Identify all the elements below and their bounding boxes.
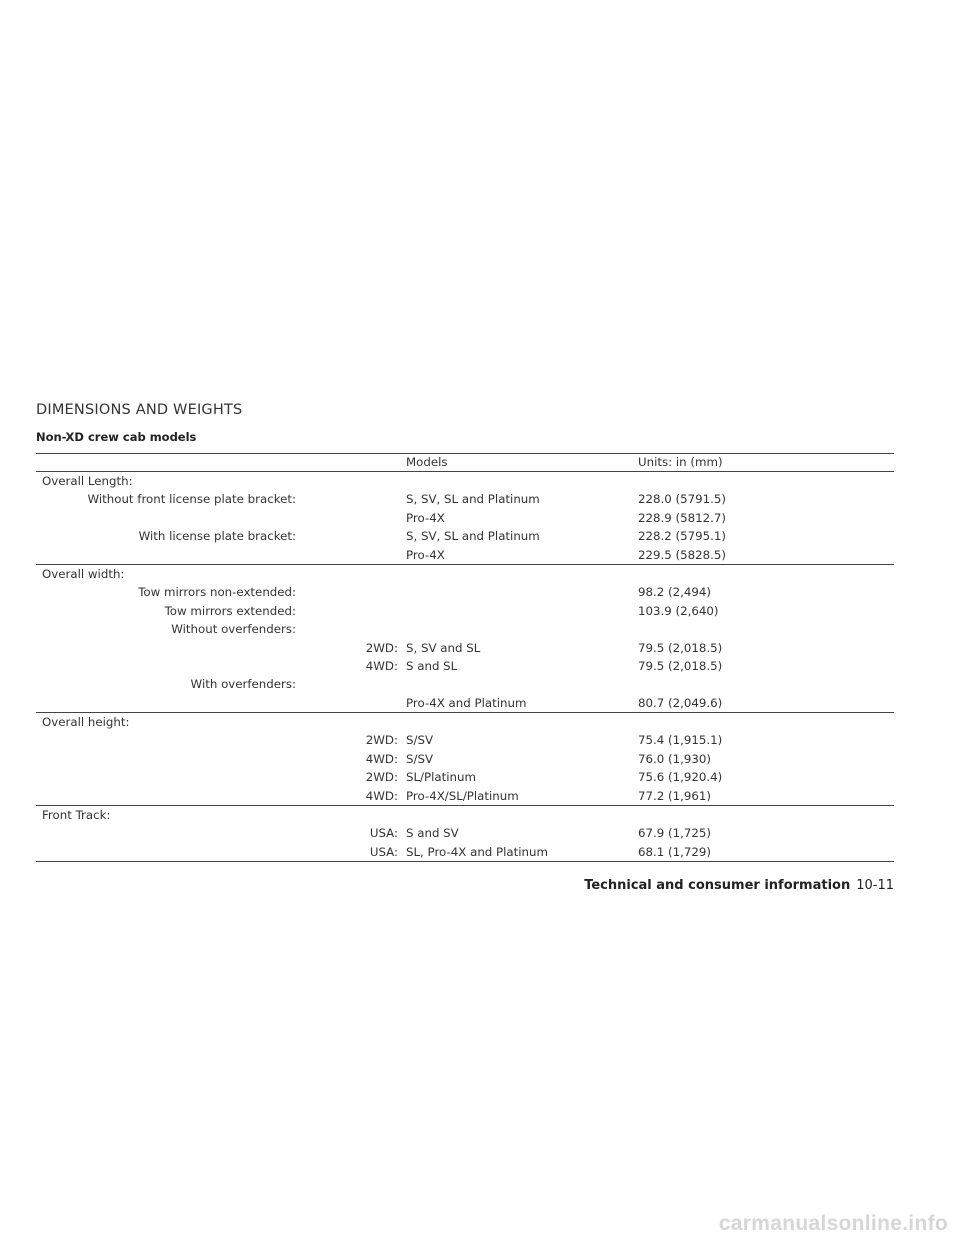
value-cell: 228.0 (5791.5) xyxy=(638,492,727,507)
table-row xyxy=(36,657,894,675)
section-title: DIMENSIONS AND WEIGHTS xyxy=(36,402,243,418)
models-column-header: Models xyxy=(406,455,448,469)
model-cell: Pro-4X xyxy=(406,547,445,562)
units-column-header: Units: in (mm) xyxy=(638,455,723,469)
value-cell: 77.2 (1,961) xyxy=(638,788,711,803)
table-row xyxy=(36,768,894,786)
drive-cell: USA: xyxy=(369,844,398,859)
model-cell: S and SL xyxy=(406,658,458,673)
front-track-heading-row xyxy=(36,805,894,824)
table-row xyxy=(36,750,894,768)
model-cell: S, SV and SL xyxy=(406,640,481,655)
table-row xyxy=(36,731,894,749)
page-number: 10-11 xyxy=(856,878,894,893)
dimensions-table xyxy=(36,453,894,862)
overall-length-label: Overall Length: xyxy=(42,474,133,488)
table-row xyxy=(36,620,894,638)
value-cell: 228.2 (5795.1) xyxy=(638,529,727,544)
tow-mirrors-non-extended-label: Tow mirrors non-extended: xyxy=(138,585,296,600)
table-row xyxy=(36,824,894,842)
drive-cell: 4WD: xyxy=(365,788,398,803)
table-row xyxy=(36,602,894,620)
model-cell: SL/Platinum xyxy=(406,770,477,785)
drive-cell: 2WD: xyxy=(365,640,398,655)
overall-height-label: Overall height: xyxy=(42,715,130,730)
table-row xyxy=(36,546,894,564)
front-track-label: Front Track: xyxy=(42,808,111,823)
value-cell: 229.5 (5828.5) xyxy=(638,547,727,562)
model-cell: S, SV, SL and Platinum xyxy=(406,529,540,544)
value-cell: 76.0 (1,930) xyxy=(638,751,711,766)
table-row xyxy=(36,509,894,527)
table-row xyxy=(36,694,894,712)
model-cell: S/SV xyxy=(406,751,434,766)
model-cell: SL, Pro-4X and Platinum xyxy=(406,844,549,859)
drive-cell: 4WD: xyxy=(365,751,398,766)
table-row xyxy=(36,527,894,545)
page-footer xyxy=(584,878,894,893)
table-row xyxy=(36,583,894,601)
without-overfenders-label: Without overfenders: xyxy=(171,622,296,637)
subsection-title: Non-XD crew cab models xyxy=(36,430,197,444)
table-row xyxy=(36,787,894,805)
footer-section-title: Technical and consumer information xyxy=(584,878,851,893)
model-cell: S, SV, SL and Platinum xyxy=(406,492,540,507)
overall-width-heading-row xyxy=(36,564,894,583)
value-cell: 75.4 (1,915.1) xyxy=(638,733,723,748)
value-cell: 228.9 (5812.7) xyxy=(638,510,727,525)
model-cell: S/SV xyxy=(406,733,434,748)
table-row xyxy=(36,639,894,657)
without-bracket-label: Without front license plate bracket: xyxy=(87,492,296,507)
value-cell: 75.6 (1,920.4) xyxy=(638,770,723,785)
with-bracket-label: With license plate bracket: xyxy=(138,529,296,544)
with-overfenders-label: With overfenders: xyxy=(190,677,296,692)
overall-length-heading-row xyxy=(36,472,894,490)
tow-mirrors-extended-label: Tow mirrors extended: xyxy=(164,603,296,618)
drive-cell: 4WD: xyxy=(365,658,398,673)
value-cell: 79.5 (2,018.5) xyxy=(638,658,723,673)
value-cell: 98.2 (2,494) xyxy=(638,585,711,600)
table-row xyxy=(36,675,894,693)
table-row xyxy=(36,843,894,862)
drive-cell: 2WD: xyxy=(365,733,398,748)
value-cell: 80.7 (2,049.6) xyxy=(638,695,723,710)
value-cell: 103.9 (2,640) xyxy=(638,603,719,618)
value-cell: 79.5 (2,018.5) xyxy=(638,640,723,655)
value-cell: 68.1 (1,729) xyxy=(638,844,711,859)
watermark: carmanualsonline.info xyxy=(718,1212,948,1235)
drive-cell: 2WD: xyxy=(365,770,398,785)
table-header xyxy=(36,453,894,472)
overall-height-heading-row xyxy=(36,712,894,731)
drive-cell: USA: xyxy=(369,826,398,841)
model-cell: Pro-4X and Platinum xyxy=(406,695,527,710)
model-cell: S and SV xyxy=(406,826,459,841)
table-row xyxy=(36,490,894,508)
model-cell: Pro-4X xyxy=(406,510,445,525)
overall-width-label: Overall width: xyxy=(42,566,125,581)
value-cell: 67.9 (1,725) xyxy=(638,826,711,841)
model-cell: Pro-4X/SL/Platinum xyxy=(406,788,519,803)
